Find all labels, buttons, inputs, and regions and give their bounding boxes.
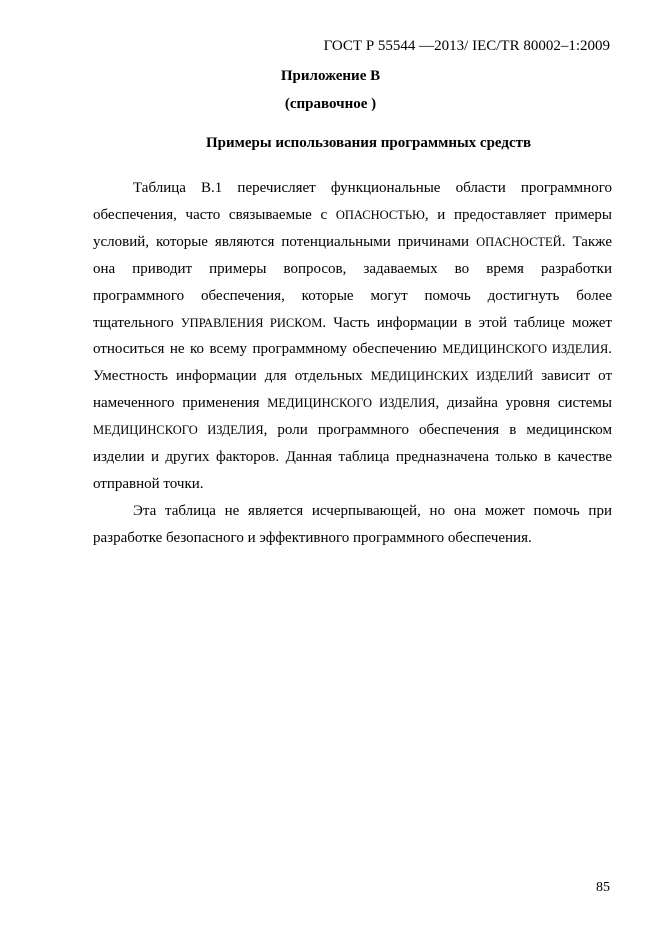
annex-note: (справочное ) [284, 96, 377, 112]
document-header: ГОСТ Р 55544 —2013/ IEC/TR 80002–1:2009 [323, 38, 610, 54]
text-run: . Также она приводит примеры вопросов, задаваемых во время разработки программного обеспечения, которые могут помочь достигнуть более тщательного [93, 233, 612, 331]
page-number: 85 [596, 880, 610, 895]
section-title: Примеры использования программных средств [206, 135, 532, 151]
text-run: . Часть информации в этой таблице может относиться не ко всему программному обеспечению [93, 314, 612, 358]
body-text [93, 175, 612, 552]
small-caps-term: МЕДИЦИНСКОГО ИЗДЕЛИЯ [93, 423, 264, 438]
text-run: зависит от намеченного применения [93, 368, 613, 412]
small-caps-term: ОПАСНОСТЕЙ [476, 234, 562, 249]
small-caps-term: МЕДИЦИНСКИХ ИЗДЕЛИЙ [370, 369, 534, 384]
text-run: Таблица В.1 перечисляет функциональные области программного обеспечения, часто связываемые с [93, 180, 612, 223]
text-run: , дизайна уровня системы [435, 395, 612, 412]
text-run: . Уместность информации для отдельных [93, 341, 612, 385]
text-run: , и предоставляет примеры условий, которые являются потенциальными причинами [93, 206, 613, 250]
paragraph-2: Эта таблица не является исчерпывающей, но она может помочь при разработке безопасного и эффективного программного обеспечения. [93, 502, 612, 546]
small-caps-term: МЕДИЦИНСКОГО ИЗДЕЛИЯ [442, 342, 609, 357]
small-caps-term: МЕДИЦИНСКОГО ИЗДЕЛИЯ [267, 396, 436, 411]
small-caps-term: ОПАСНОСТЬЮ [335, 207, 425, 222]
annex-title: Приложение В [280, 68, 381, 84]
paragraph-1 [93, 175, 612, 498]
text-run: , роли программного обеспечения в медицинском изделии и других факторов. Данная таблица предназначена только в качестве отправной точки. [93, 422, 612, 492]
small-caps-term: УПРАВЛЕНИЯ РИСКОМ [180, 315, 323, 330]
